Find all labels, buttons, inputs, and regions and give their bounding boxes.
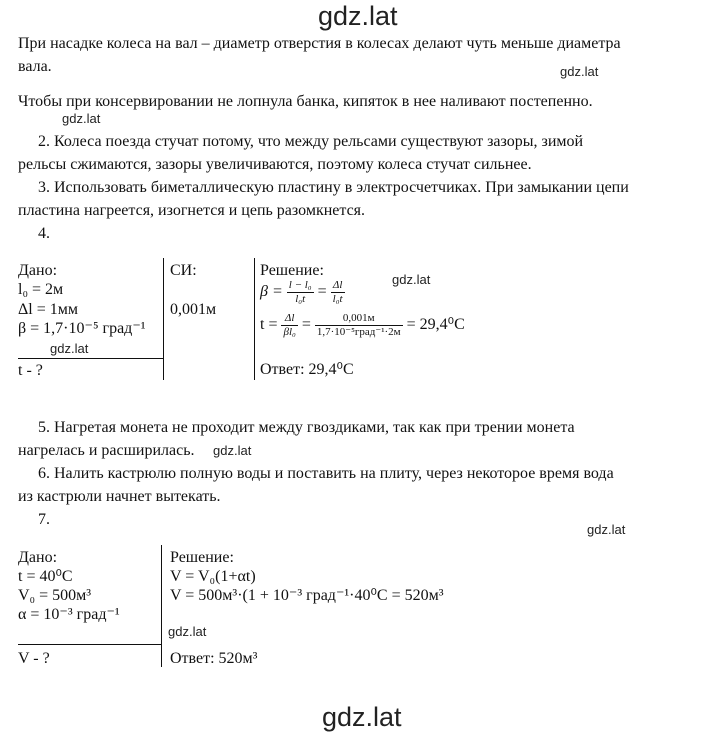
watermark: gdz.lat xyxy=(213,443,252,458)
given-title: Дано: xyxy=(18,262,58,279)
find-label: V - ? xyxy=(18,650,50,667)
watermark: gdz.lat xyxy=(587,522,626,537)
paragraph-text: При насадке колеса на вал – диаметр отверстия в колесах делают чуть меньше диаметра xyxy=(18,35,621,52)
item-5-text: 5. Нагретая монета не проходит между гвоздиками, так как при трении монета xyxy=(38,419,575,436)
watermark: gdz.lat xyxy=(392,272,431,287)
item-4-number: 4. xyxy=(38,225,50,242)
answer: Ответ: 520м³ xyxy=(170,650,258,667)
table-divider xyxy=(254,258,255,380)
solution-title: Решение: xyxy=(260,262,324,279)
item-7-number: 7. xyxy=(38,511,50,528)
item-6-text: из кастрюли начнет вытекать. xyxy=(18,488,221,505)
given-value: Δl = 1мм xyxy=(18,301,79,318)
given-value: l₀ = 2м xyxy=(18,281,64,298)
si-title: СИ: xyxy=(170,262,197,279)
watermark: gdz.lat xyxy=(168,624,207,639)
item-3-text: пластина нагреется, изогнется и цепь разомкнется. xyxy=(18,202,366,219)
t-formula: t = $\frac{\Delta l}{\text{βl₀}}$ = $\frac{0,001м}{\text{1,7·10⁻⁵град⁻¹·2м}}$ = 29,4⁰C xyxy=(260,311,465,338)
table-divider xyxy=(18,644,161,645)
given-value: α = 10⁻³ град⁻¹ xyxy=(18,606,120,623)
table-divider xyxy=(161,545,162,667)
given-title: Дано: xyxy=(18,549,58,566)
beta-formula: β = $\frac{\text{l − l₀}}{\text{l₀t}}$ = $\frac{\Delta l}{\text{l₀t}}$ xyxy=(260,278,343,305)
item-2-text: рельсы сжимаются, зазоры увеличиваются, поэтому колеса стучат сильнее. xyxy=(18,156,532,173)
watermark-header: gdz.lat xyxy=(318,1,398,31)
calculation: V = 500м³·(1 + 10⁻³ град⁻¹·40⁰C = 520м³ xyxy=(170,587,444,604)
answer: Ответ: 29,4⁰C xyxy=(260,361,354,378)
given-value: t = 40⁰C xyxy=(18,568,73,585)
item-5-text: нагрелась и расширилась. xyxy=(18,442,195,459)
paragraph-text: Чтобы при консервировании не лопнула банка, кипяток в нее наливают постепенно. xyxy=(18,93,593,110)
table-divider xyxy=(18,358,163,359)
given-value: V₀ = 500м³ xyxy=(18,587,92,604)
watermark: gdz.lat xyxy=(62,111,101,126)
si-value: 0,001м xyxy=(170,301,217,318)
find-label: t - ? xyxy=(18,362,43,379)
given-value: β = 1,7·10⁻⁵ град⁻¹ xyxy=(18,320,146,337)
table-divider xyxy=(163,258,164,380)
watermark-footer: gdz.lat xyxy=(322,702,402,732)
watermark: gdz.lat xyxy=(50,341,89,356)
solution-title: Решение: xyxy=(170,549,234,566)
paragraph-text: вала. xyxy=(18,58,52,75)
watermark: gdz.lat xyxy=(560,64,599,79)
item-2-text: 2. Колеса поезда стучат потому, что между рельсами существуют зазоры, зимой xyxy=(38,133,584,150)
formula: V = V₀(1+αt) xyxy=(170,568,256,585)
item-3-text: 3. Использовать биметаллическую пластину в электросчетчиках. При замыкании цепи xyxy=(38,179,629,196)
item-6-text: 6. Налить кастрюлю полную воды и поставить на плиту, через некоторое время вода xyxy=(38,465,614,482)
